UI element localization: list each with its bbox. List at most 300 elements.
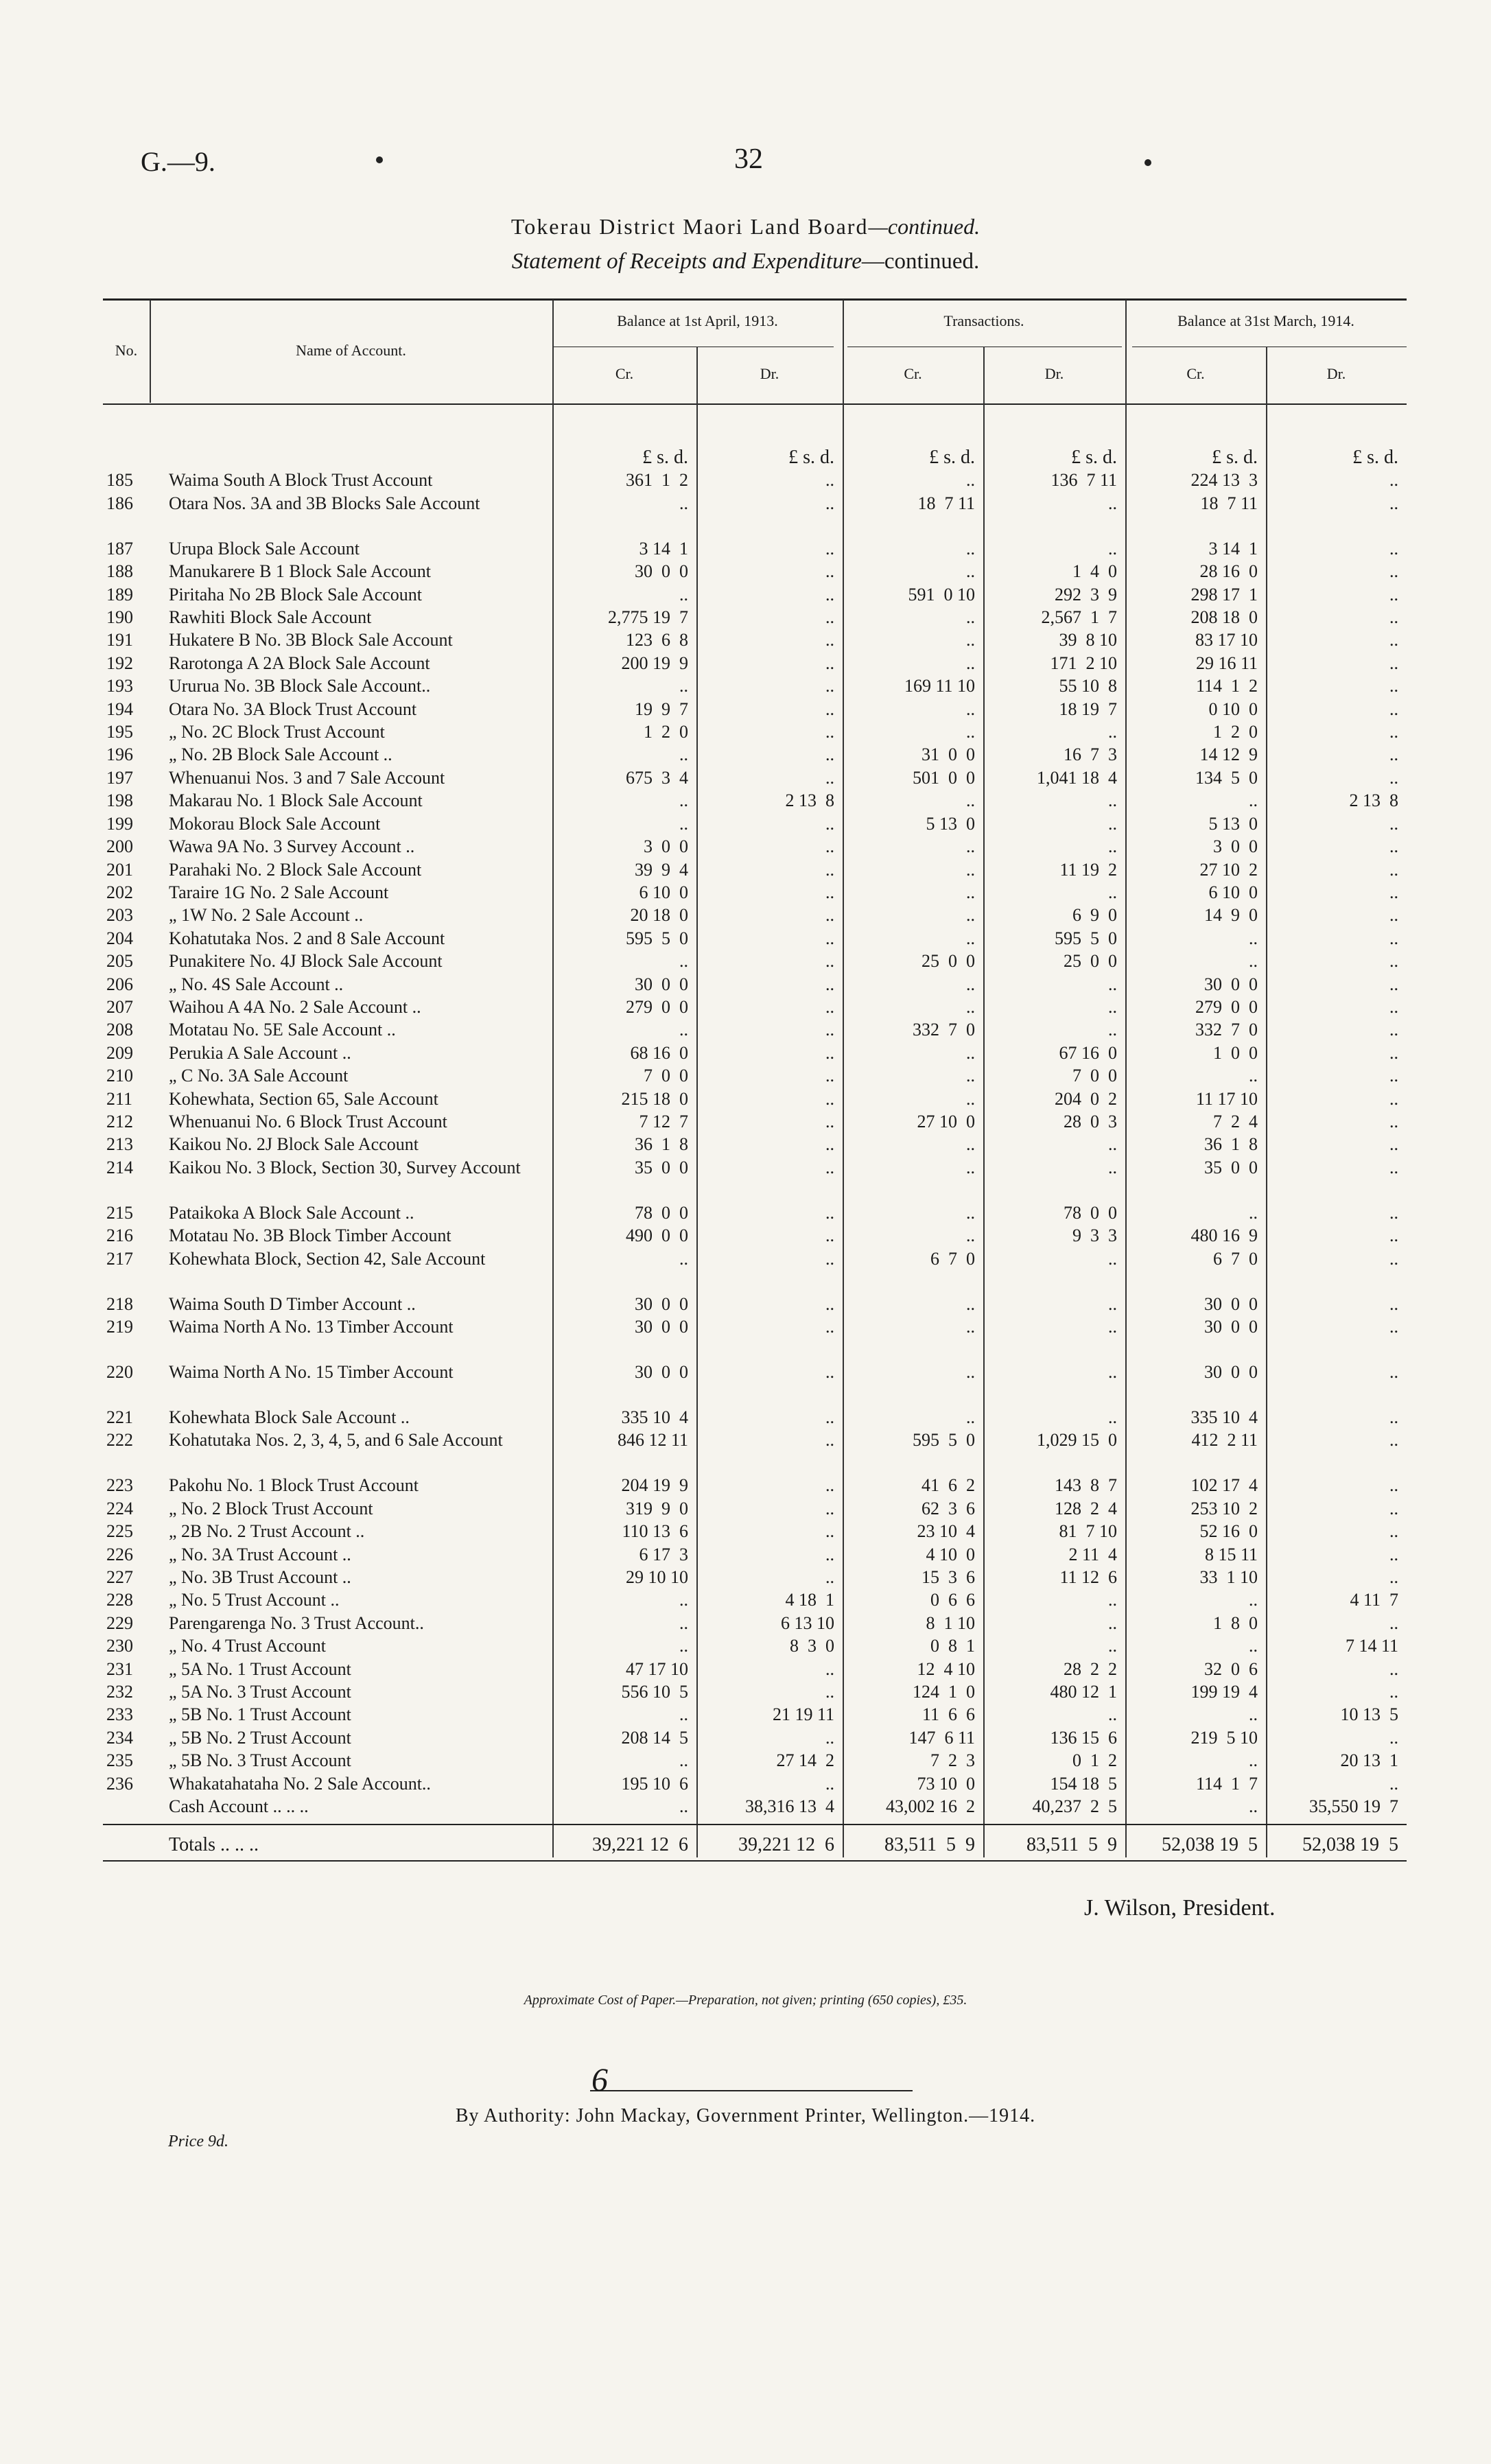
amount-e-cr: 30 0 0 — [1204, 1293, 1258, 1314]
table-row — [103, 1133, 1407, 1155]
amount-b-cr: 6 17 3 — [639, 1544, 688, 1564]
amount-t-cr: 25 0 0 — [921, 951, 975, 972]
amount-b-cr: 30 0 0 — [635, 561, 688, 582]
amount-b-dr: 2 13 8 — [785, 790, 834, 811]
amount-t-dr: .. — [1108, 1020, 1117, 1040]
amount-e-dr: .. — [1389, 1521, 1398, 1542]
amount-b-cr: .. — [679, 1636, 688, 1656]
amount-t-dr: 11 19 2 — [1059, 859, 1117, 880]
amount-b-dr: .. — [825, 1475, 834, 1496]
amount-b-cr: 19 9 7 — [635, 699, 688, 719]
account-name-text: Kohatutaka Nos. 2, 3, 4, 5, and 6 Sale Account — [169, 1430, 503, 1451]
account-number: 189 — [106, 584, 133, 605]
account-name: Rarotonga A 2A Block Sale Account — [169, 653, 430, 673]
amount-t-dr: .. — [1108, 1293, 1117, 1314]
table-row — [103, 835, 1407, 858]
amount-e-cr: 412 2 11 — [1191, 1430, 1258, 1451]
amount-e-dr: 7 14 11 — [1345, 1636, 1398, 1656]
amount-e-dr: .. — [1389, 1225, 1398, 1246]
amount-b-dr: .. — [825, 836, 834, 857]
amount-t-cr: .. — [966, 1317, 975, 1337]
amount-t-dr: 67 16 0 — [1059, 1042, 1117, 1063]
amount-b-cr: 335 10 4 — [621, 1407, 688, 1427]
amount-e-dr: .. — [1389, 1157, 1398, 1177]
amount-e-dr: .. — [1389, 1042, 1398, 1063]
account-name-text: Waima North A No. 13 Timber Account — [169, 1317, 454, 1337]
account-number: 202 — [106, 882, 133, 902]
accounts-table — [103, 446, 1407, 1862]
amount-e-dr: .. — [1389, 1202, 1398, 1223]
amount-b-cr: 7 12 7 — [639, 1111, 688, 1131]
account-name: Otara No. 3A Block Trust Account — [169, 699, 417, 719]
amount-e-cr: 208 18 0 — [1190, 607, 1258, 628]
amount-e-dr: 2 13 8 — [1349, 790, 1398, 811]
amount-t-cr: 27 10 0 — [917, 1111, 975, 1131]
account-number: 225 — [106, 1521, 133, 1542]
account-number: 227 — [106, 1567, 133, 1588]
amount-e-cr: 1 8 0 — [1213, 1612, 1258, 1633]
amount-b-cr: 36 1 8 — [635, 1134, 688, 1155]
account-name: „ No. 4 Trust Account — [169, 1636, 326, 1656]
amount-t-dr: .. — [1108, 722, 1117, 742]
amount-e-dr: .. — [1389, 1567, 1398, 1588]
amount-t-dr: 25 0 0 — [1064, 951, 1117, 972]
table-row — [103, 1543, 1407, 1566]
account-name: „ 5A No. 3 Trust Account — [169, 1682, 351, 1702]
table-row — [103, 469, 1407, 491]
amount-t-dr: .. — [1108, 836, 1117, 857]
account-name: Taraire 1G No. 2 Sale Account — [169, 882, 389, 902]
amount-t-dr: 11 12 6 — [1059, 1567, 1117, 1588]
total-e-cr: 52,038 19 5 — [1162, 1833, 1258, 1855]
amount-e-cr: 35 0 0 — [1204, 1157, 1258, 1177]
amount-e-cr: 32 0 6 — [1204, 1658, 1258, 1679]
amount-e-dr: .. — [1389, 928, 1398, 948]
amount-e-dr: .. — [1389, 1362, 1398, 1382]
amount-e-cr: 3 0 0 — [1213, 836, 1258, 857]
amount-e-cr: 7 2 4 — [1213, 1111, 1258, 1131]
col-header-no: No. — [115, 342, 138, 359]
account-number: 215 — [106, 1202, 133, 1223]
amount-b-cr: 6 10 0 — [639, 882, 688, 902]
amount-b-dr: .. — [825, 699, 834, 719]
account-number: 231 — [106, 1658, 133, 1679]
table-row — [103, 1018, 1407, 1041]
account-number: 210 — [106, 1066, 133, 1086]
amount-b-dr: .. — [825, 1407, 834, 1427]
account-name: Whenuanui No. 6 Block Trust Account — [169, 1111, 447, 1131]
amount-t-cr: .. — [966, 1202, 975, 1223]
amount-e-cr: 114 1 2 — [1195, 676, 1258, 696]
units-row — [103, 446, 1407, 469]
handwritten-mark: 6 — [591, 2062, 608, 2098]
amount-t-cr: .. — [966, 1088, 975, 1109]
units-label: £ s. d. — [1212, 447, 1258, 468]
account-name: Kohewhata, Section 65, Sale Account — [169, 1088, 438, 1109]
amount-b-cr: .. — [679, 1612, 688, 1633]
amount-b-dr: .. — [825, 676, 834, 696]
account-number: 235 — [106, 1750, 133, 1771]
account-number: 186 — [106, 493, 133, 513]
table-row — [103, 583, 1407, 606]
amount-e-cr: 28 16 0 — [1199, 561, 1258, 582]
amount-b-dr: .. — [825, 1362, 834, 1382]
amount-e-dr: .. — [1389, 1773, 1398, 1794]
table-row — [103, 720, 1407, 743]
amount-e-dr: .. — [1389, 1134, 1398, 1155]
account-name: „ 5A No. 1 Trust Account — [169, 1658, 351, 1679]
account-name: „ 5B No. 3 Trust Account — [169, 1750, 351, 1771]
account-number: 190 — [106, 607, 133, 628]
amount-e-cr: .. — [1249, 1636, 1258, 1656]
account-name: „ No. 2 Block Trust Account — [169, 1498, 373, 1518]
account-name: Manukarere B 1 Block Sale Account — [169, 561, 431, 582]
table-row — [103, 1566, 1407, 1588]
amount-e-cr: 332 7 0 — [1195, 1020, 1258, 1040]
amount-b-dr: .. — [825, 470, 834, 491]
account-number: 216 — [106, 1225, 133, 1246]
amount-t-cr: 8 1 10 — [926, 1612, 975, 1633]
spacer-row — [103, 1818, 1407, 1824]
amount-e-dr: .. — [1389, 1682, 1398, 1702]
amount-e-dr: .. — [1389, 1293, 1398, 1314]
table-row — [103, 1224, 1407, 1247]
amount-e-dr: .. — [1389, 470, 1398, 491]
amount-t-dr: .. — [1108, 1704, 1117, 1725]
amount-b-cr: 846 12 11 — [617, 1430, 688, 1451]
footer-rule — [590, 2090, 913, 2091]
amount-t-cr: .. — [966, 653, 975, 673]
amount-t-cr: 0 6 6 — [930, 1590, 975, 1610]
amount-b-dr: .. — [825, 1317, 834, 1337]
table-row — [103, 1110, 1407, 1133]
amount-e-dr: 35,550 19 7 — [1309, 1796, 1398, 1817]
amount-t-cr: .. — [966, 470, 975, 491]
account-name — [150, 1156, 552, 1201]
account-name: „ No. 2B Block Sale Account .. — [169, 744, 392, 765]
amount-b-dr: .. — [825, 1042, 834, 1063]
account-number: 234 — [106, 1727, 133, 1748]
account-number: 194 — [106, 699, 133, 719]
amount-b-dr: .. — [825, 1544, 834, 1564]
table-row — [103, 1315, 1407, 1361]
table-row — [103, 1658, 1407, 1680]
amount-e-dr: .. — [1389, 1498, 1398, 1518]
amount-e-dr: .. — [1389, 676, 1398, 696]
amount-e-cr: 30 0 0 — [1204, 1362, 1258, 1382]
amount-t-cr: .. — [966, 882, 975, 902]
amount-b-cr: 200 19 9 — [621, 653, 688, 673]
amount-b-cr: .. — [679, 744, 688, 765]
units-label: £ s. d. — [929, 447, 975, 468]
account-name: Motatau No. 3B Block Timber Account — [169, 1225, 451, 1246]
account-name — [150, 1361, 552, 1406]
account-number: 230 — [106, 1636, 133, 1656]
amount-e-cr: .. — [1249, 1704, 1258, 1725]
amount-b-dr: 6 13 10 — [781, 1612, 834, 1633]
amount-t-dr: 39 8 10 — [1059, 630, 1117, 650]
table-row — [103, 1474, 1407, 1497]
amount-b-cr: 30 0 0 — [635, 1317, 688, 1337]
account-name: Hukatere B No. 3B Block Sale Account — [169, 630, 453, 650]
col-header-opening-balance: Balance at 1st April, 1913. — [617, 312, 778, 329]
table-row — [103, 492, 1407, 537]
amount-b-dr: .. — [825, 928, 834, 948]
amount-e-dr: 4 11 7 — [1350, 1590, 1398, 1610]
account-name: „ No. 5 Trust Account .. — [169, 1590, 340, 1610]
amount-t-dr: 16 7 3 — [1064, 744, 1117, 765]
account-name — [150, 492, 552, 537]
amount-b-cr: 3 0 0 — [644, 836, 688, 857]
amount-e-dr: .. — [1389, 1475, 1398, 1496]
amount-e-dr: .. — [1389, 905, 1398, 926]
account-number: 206 — [106, 974, 133, 994]
account-name: Piritaha No 2B Block Sale Account — [169, 584, 423, 605]
table-row — [103, 698, 1407, 720]
amount-e-cr: 27 10 2 — [1199, 859, 1258, 880]
account-number: 208 — [106, 1020, 133, 1040]
dot-mark — [376, 156, 383, 163]
table-top-rule — [103, 298, 1407, 301]
amount-e-dr: .. — [1389, 630, 1398, 650]
account-name-text: Otara Nos. 3A and 3B Blocks Sale Account — [169, 493, 480, 513]
table-row — [103, 1042, 1407, 1064]
amount-e-dr: .. — [1389, 584, 1398, 605]
amount-e-cr: 18 7 11 — [1200, 493, 1258, 513]
account-number: 222 — [106, 1430, 133, 1451]
amount-e-dr: .. — [1389, 722, 1398, 742]
amount-t-dr: 6 9 0 — [1072, 905, 1117, 926]
amount-t-cr: .. — [966, 1066, 975, 1086]
amount-b-cr: 279 0 0 — [626, 996, 688, 1017]
amount-b-cr: .. — [679, 1020, 688, 1040]
amount-t-cr: 332 7 0 — [913, 1020, 975, 1040]
amount-b-cr: 204 19 9 — [621, 1475, 688, 1496]
table-row — [103, 881, 1407, 904]
table-row — [103, 1064, 1407, 1087]
amount-t-dr: 128 2 4 — [1055, 1498, 1117, 1518]
table-row — [103, 1772, 1407, 1795]
amount-b-dr: .. — [825, 1020, 834, 1040]
amount-b-cr: 675 3 4 — [626, 767, 688, 788]
amount-e-cr: .. — [1249, 1590, 1258, 1610]
account-number: 201 — [106, 859, 133, 880]
amount-t-cr: 5 13 0 — [926, 813, 975, 834]
amount-e-cr: 335 10 4 — [1190, 1407, 1258, 1427]
amount-t-dr: .. — [1108, 538, 1117, 559]
amount-t-cr: 73 10 0 — [917, 1773, 975, 1794]
amount-b-cr: 7 0 0 — [644, 1066, 688, 1086]
account-number: 236 — [106, 1773, 133, 1794]
amount-b-dr: .. — [825, 974, 834, 994]
amount-t-dr: 55 10 8 — [1059, 676, 1117, 696]
units-label: £ s. d. — [788, 447, 834, 468]
amount-b-dr: 38,316 13 4 — [745, 1796, 834, 1817]
table-row — [103, 1520, 1407, 1542]
amount-b-dr: .. — [825, 882, 834, 902]
amount-b-dr: .. — [825, 722, 834, 742]
account-number: 217 — [106, 1248, 133, 1269]
amount-t-dr: .. — [1108, 996, 1117, 1017]
amount-b-dr: .. — [825, 951, 834, 972]
account-name: „ No. 2C Block Trust Account — [169, 722, 385, 742]
col-header-closing-balance: Balance at 31st March, 1914. — [1177, 312, 1354, 329]
table-row — [103, 674, 1407, 697]
total-b-cr: 39,221 12 6 — [592, 1833, 688, 1855]
amount-b-cr: .. — [679, 1248, 688, 1269]
amount-b-cr: 208 14 5 — [621, 1727, 688, 1748]
table-row — [103, 1088, 1407, 1110]
table-row — [103, 629, 1407, 651]
account-name: Perukia A Sale Account .. — [169, 1042, 351, 1063]
amount-t-cr: 595 5 0 — [913, 1430, 975, 1451]
table-row — [103, 766, 1407, 789]
amount-b-dr: .. — [825, 1293, 834, 1314]
amount-b-dr: .. — [825, 1202, 834, 1223]
account-name: Whenuanui Nos. 3 and 7 Sale Account — [169, 767, 445, 788]
account-name: Parahaki No. 2 Block Sale Account — [169, 859, 422, 880]
account-number: 192 — [106, 653, 133, 673]
account-number: 212 — [106, 1111, 133, 1131]
amount-b-dr: .. — [825, 1066, 834, 1086]
table-row — [103, 1429, 1407, 1474]
table-row — [103, 1201, 1407, 1224]
amount-e-dr: .. — [1389, 744, 1398, 765]
amount-e-dr: 20 13 1 — [1340, 1750, 1398, 1771]
document-subtitle — [0, 249, 1491, 274]
total-t-dr: 83,511 5 9 — [1026, 1833, 1117, 1855]
table-row — [103, 789, 1407, 812]
amount-t-dr: 28 0 3 — [1064, 1111, 1117, 1131]
table-row — [103, 537, 1407, 560]
amount-b-cr: .. — [679, 951, 688, 972]
page-number: 32 — [734, 143, 763, 175]
amount-b-cr: .. — [679, 790, 688, 811]
amount-e-dr: .. — [1389, 607, 1398, 628]
amount-e-dr: .. — [1389, 1612, 1398, 1633]
amount-b-cr: 595 5 0 — [626, 928, 688, 948]
table-row — [103, 1588, 1407, 1611]
account-name — [150, 1315, 552, 1361]
amount-b-cr: 39 9 4 — [635, 859, 688, 880]
subtitle-main: Statement of Receipts and Expenditure — [511, 249, 862, 274]
amount-t-cr: 4 10 0 — [926, 1544, 975, 1564]
account-name — [150, 1247, 552, 1293]
account-number: 187 — [106, 538, 133, 559]
col-header-cr: Cr. — [904, 365, 922, 382]
account-number: 197 — [106, 767, 133, 788]
amount-e-dr: .. — [1389, 493, 1398, 513]
table-row — [103, 812, 1407, 835]
amount-b-cr: .. — [679, 1704, 688, 1725]
amount-t-cr: 62 3 6 — [921, 1498, 975, 1518]
table-row — [103, 1156, 1407, 1201]
amount-t-dr: .. — [1108, 813, 1117, 834]
amount-e-cr: 33 1 10 — [1199, 1567, 1258, 1588]
amount-t-dr: 2 11 4 — [1068, 1544, 1117, 1564]
amount-t-cr: .. — [966, 905, 975, 926]
amount-b-cr: 361 1 2 — [626, 470, 688, 491]
account-name: Makarau No. 1 Block Sale Account — [169, 790, 423, 811]
amount-t-cr: .. — [966, 1134, 975, 1155]
table-row — [103, 904, 1407, 926]
amount-b-cr: 29 10 10 — [626, 1567, 688, 1588]
amount-t-cr: .. — [966, 836, 975, 857]
amount-t-cr: .. — [966, 859, 975, 880]
amount-b-dr: .. — [825, 1773, 834, 1794]
amount-e-dr: 10 13 5 — [1340, 1704, 1398, 1725]
table-row — [103, 973, 1407, 996]
table-row — [103, 1726, 1407, 1749]
col-header-cr: Cr. — [1186, 365, 1205, 382]
amount-e-dr: .. — [1389, 1088, 1398, 1109]
table-row — [103, 560, 1407, 583]
amount-b-dr: .. — [825, 767, 834, 788]
amount-t-dr: .. — [1108, 882, 1117, 902]
amount-t-dr: 136 15 6 — [1050, 1727, 1117, 1748]
amount-t-dr: 171 2 10 — [1050, 653, 1117, 673]
account-number: 199 — [106, 813, 133, 834]
amount-e-dr: .. — [1389, 836, 1398, 857]
account-number: 228 — [106, 1590, 133, 1610]
account-number: 211 — [106, 1088, 133, 1109]
account-number: 191 — [106, 630, 133, 650]
amount-e-dr: .. — [1389, 813, 1398, 834]
table-row — [103, 1795, 1407, 1818]
account-name: „ 1W No. 2 Sale Account .. — [169, 905, 364, 926]
amount-t-cr: .. — [966, 1362, 975, 1382]
amount-e-dr: .. — [1389, 653, 1398, 673]
amount-e-dr: .. — [1389, 882, 1398, 902]
amount-e-dr: .. — [1389, 1111, 1398, 1131]
amount-t-cr: 18 7 11 — [917, 493, 975, 513]
account-name: Parengarenga No. 3 Trust Account.. — [169, 1612, 424, 1633]
account-name-text: Waima North A No. 15 Timber Account — [169, 1362, 454, 1382]
amount-t-cr: .. — [966, 1157, 975, 1177]
amount-b-cr: 215 18 0 — [621, 1088, 688, 1109]
account-name: Wawa 9A No. 3 Survey Account .. — [169, 836, 415, 857]
account-name: Kohewhata Block Sale Account .. — [169, 1407, 410, 1427]
amount-b-dr: .. — [825, 859, 834, 880]
amount-t-cr: 11 6 6 — [921, 1704, 975, 1725]
account-number: 185 — [106, 470, 133, 491]
units-label: £ s. d. — [1071, 447, 1117, 468]
amount-b-cr: 123 6 8 — [626, 630, 688, 650]
amount-b-cr: .. — [679, 813, 688, 834]
amount-b-dr: .. — [825, 607, 834, 628]
amount-t-dr: 7 0 0 — [1072, 1066, 1117, 1086]
col-header-dr: Dr. — [1044, 365, 1064, 382]
amount-t-dr: 1,041 18 4 — [1037, 767, 1117, 788]
amount-t-dr: 595 5 0 — [1055, 928, 1117, 948]
account-number: 193 — [106, 676, 133, 696]
amount-e-cr: 14 12 9 — [1199, 744, 1258, 765]
amount-e-cr: 52 16 0 — [1199, 1521, 1258, 1542]
amount-t-cr: 31 0 0 — [921, 744, 975, 765]
amount-t-dr: 204 0 2 — [1055, 1088, 1117, 1109]
account-name: Whakatahataha No. 2 Sale Account.. — [169, 1773, 431, 1794]
account-number — [103, 1795, 150, 1818]
amount-e-dr: .. — [1389, 1544, 1398, 1564]
cost-note: Approximate Cost of Paper.—Preparation, not given; printing (650 copies), £35. — [524, 1993, 967, 2008]
amount-e-dr: .. — [1389, 859, 1398, 880]
amount-b-dr: .. — [825, 1225, 834, 1246]
amount-e-cr: 102 17 4 — [1190, 1475, 1258, 1496]
account-name: Waihou A 4A No. 2 Sale Account .. — [169, 996, 421, 1017]
table-row — [103, 1612, 1407, 1634]
total-b-dr: 39,221 12 6 — [738, 1833, 834, 1855]
amount-e-dr: .. — [1389, 1020, 1398, 1040]
